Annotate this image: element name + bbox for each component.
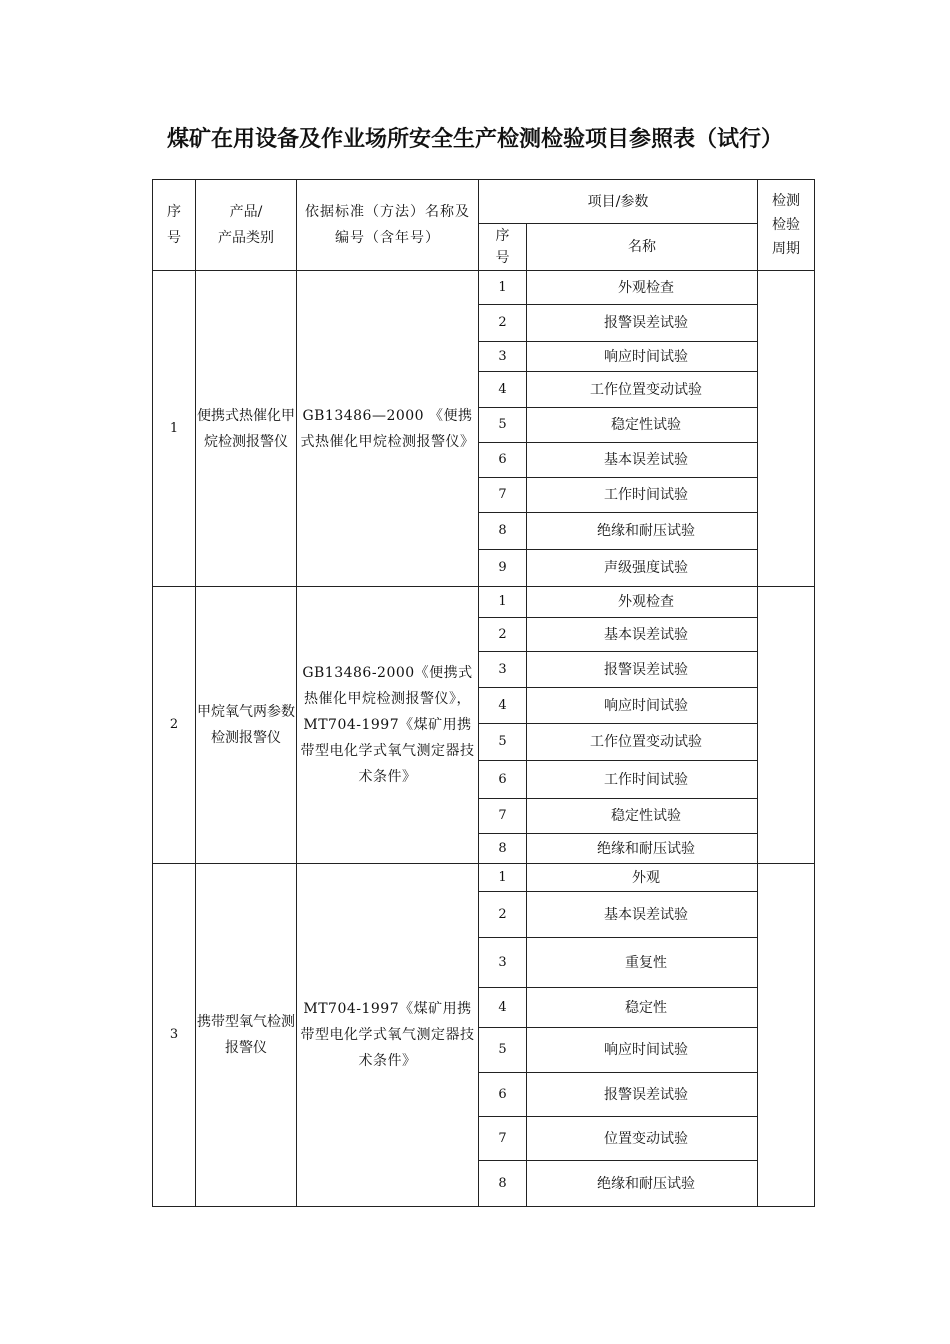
page-title: 煤矿在用设备及作业场所安全生产检测检验项目参照表（试行） — [166, 126, 783, 152]
item-name: 响应时间试验 — [527, 688, 758, 724]
inspection-table — [152, 179, 815, 1207]
item-number: 9 — [479, 550, 527, 587]
item-number: 3 — [479, 938, 527, 988]
item-number: 3 — [479, 342, 527, 372]
item-name: 工作位置变动试验 — [527, 372, 758, 408]
table-row — [153, 271, 815, 305]
item-number: 5 — [479, 724, 527, 761]
group-cycle — [758, 271, 815, 587]
group-seq: 3 — [153, 864, 196, 1207]
item-number: 7 — [479, 478, 527, 513]
item-name: 工作时间试验 — [527, 761, 758, 799]
item-number: 3 — [479, 652, 527, 688]
item-number: 8 — [479, 1161, 527, 1207]
item-name: 稳定性试验 — [527, 799, 758, 834]
group-product: 便携式热催化甲烷检测报警仪 — [196, 271, 297, 587]
item-name: 基本误差试验 — [527, 618, 758, 652]
item-name: 绝缘和耐压试验 — [527, 834, 758, 864]
header-product: 产品/ 产品类别 — [196, 180, 297, 271]
group-cycle — [758, 587, 815, 864]
item-number: 2 — [479, 892, 527, 938]
item-name: 工作时间试验 — [527, 478, 758, 513]
item-name: 报警误差试验 — [527, 1073, 758, 1117]
item-name: 基本误差试验 — [527, 892, 758, 938]
item-number: 8 — [479, 513, 527, 550]
item-number: 7 — [479, 799, 527, 834]
item-number: 6 — [479, 443, 527, 478]
item-number: 1 — [479, 864, 527, 892]
item-name: 外观检查 — [527, 271, 758, 305]
item-name: 绝缘和耐压试验 — [527, 513, 758, 550]
table-row — [153, 587, 815, 618]
item-name: 位置变动试验 — [527, 1117, 758, 1161]
header-item-param: 项目/参数 — [479, 180, 758, 224]
group-standard: MT704-1997《煤矿用携带型电化学式氧气测定器技术条件》 — [297, 864, 479, 1207]
header-standard: 依据标准（方法）名称及编号（含年号） — [297, 180, 479, 271]
header-cycle: 检测检验周期 — [758, 180, 815, 271]
item-name: 稳定性试验 — [527, 408, 758, 443]
item-name: 响应时间试验 — [527, 1028, 758, 1073]
header-seq: 序号 — [153, 180, 196, 271]
item-name: 工作位置变动试验 — [527, 724, 758, 761]
item-number: 4 — [479, 372, 527, 408]
item-number: 8 — [479, 834, 527, 864]
item-number: 5 — [479, 408, 527, 443]
item-number: 4 — [479, 688, 527, 724]
item-name: 绝缘和耐压试验 — [527, 1161, 758, 1207]
item-number: 7 — [479, 1117, 527, 1161]
item-number: 2 — [479, 618, 527, 652]
group-product: 甲烷氧气两参数检测报警仪 — [196, 587, 297, 864]
item-number: 2 — [479, 305, 527, 342]
item-name: 报警误差试验 — [527, 305, 758, 342]
item-name: 基本误差试验 — [527, 443, 758, 478]
item-name: 报警误差试验 — [527, 652, 758, 688]
group-standard: GB13486—2000 《便携式热催化甲烷检测报警仪》 — [297, 271, 479, 587]
item-name: 声级强度试验 — [527, 550, 758, 587]
group-standard: GB13486-2000《便携式热催化甲烷检测报警仪》，MT704-1997《煤矿用携带型电化学式氧气测定器技术条件》 — [297, 587, 479, 864]
item-number: 5 — [479, 1028, 527, 1073]
group-product: 携带型氧气检测报警仪 — [196, 864, 297, 1207]
table-row — [153, 864, 815, 892]
group-seq: 1 — [153, 271, 196, 587]
header-sub-seq: 序号 — [479, 224, 527, 271]
group-seq: 2 — [153, 587, 196, 864]
item-number: 6 — [479, 1073, 527, 1117]
item-name: 外观 — [527, 864, 758, 892]
item-name: 稳定性 — [527, 988, 758, 1028]
header-sub-name: 名称 — [527, 224, 758, 271]
item-name: 外观检查 — [527, 587, 758, 618]
item-number: 1 — [479, 271, 527, 305]
group-cycle — [758, 864, 815, 1207]
item-number: 1 — [479, 587, 527, 618]
item-number: 4 — [479, 988, 527, 1028]
item-name: 响应时间试验 — [527, 342, 758, 372]
item-name: 重复性 — [527, 938, 758, 988]
item-number: 6 — [479, 761, 527, 799]
